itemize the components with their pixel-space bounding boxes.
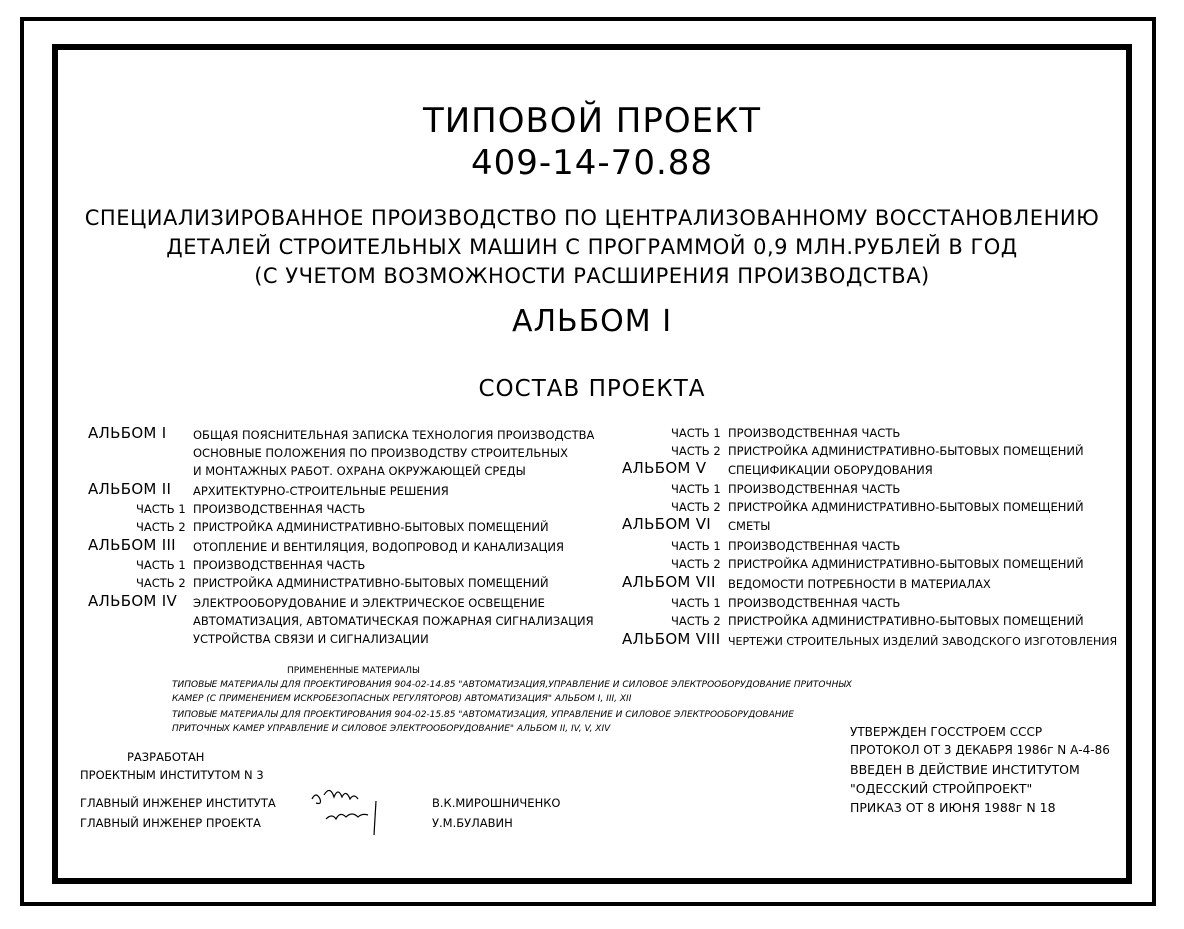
album-2-part-2-label: ЧАСТЬ 2	[136, 520, 186, 534]
right-part-1: ПРОИЗВОДСТВЕННАЯ ЧАСТЬ	[728, 426, 901, 440]
chief-engineer-institute-role: ГЛАВНЫЙ ИНЖЕНЕР ИНСТИТУТА	[80, 796, 276, 810]
album-3-part-2: ПРИСТРОЙКА АДМИНИСТРАТИВНО-БЫТОВЫХ ПОМЕЩЕНИЙ	[193, 576, 549, 590]
album-6-label: АЛЬБОМ VI	[622, 515, 712, 533]
album-8-line-1: ЧЕРТЕЖИ СТРОИТЕЛЬНЫХ ИЗДЕЛИЙ ЗАВОДСКОГО ИЗГОТОВЛЕНИЯ	[728, 635, 1118, 648]
description-line-3: (С УЧЕТОМ ВОЗМОЖНОСТИ РАСШИРЕНИЯ ПРОИЗВОДСТВА)	[254, 264, 930, 288]
materials-line-3: ТИПОВЫЕ МАТЕРИАЛЫ ДЛЯ ПРОЕКТИРОВАНИЯ 904-02-15.85 "АВТОМАТИЗАЦИЯ, УПРАВЛЕНИЕ И СИЛОВОЕ ЭЛЕКТРООБОРУДОВАНИЕ	[172, 710, 794, 720]
composition-heading: СОСТАВ ПРОЕКТА	[478, 376, 706, 402]
album-4-line-2: АВТОМАТИЗАЦИЯ, АВТОМАТИЧЕСКАЯ ПОЖАРНАЯ СИГНАЛИЗАЦИЯ	[193, 614, 594, 628]
album-title: АЛЬБОМ I	[511, 304, 673, 339]
right-part-2-label: ЧАСТЬ 2	[671, 444, 721, 458]
chief-engineer-project-role: ГЛАВНЫЙ ИНЖЕНЕР ПРОЕКТА	[80, 816, 261, 830]
album-3-line-1: ОТОПЛЕНИЕ И ВЕНТИЛЯЦИЯ, ВОДОПРОВОД И КАНАЛИЗАЦИЯ	[193, 540, 565, 554]
album-2-label: АЛЬБОМ II	[88, 480, 172, 498]
approval-line-3: ВВЕДЕН В ДЕЙСТВИЕ ИНСТИТУТОМ	[850, 762, 1080, 777]
album-5-part-2: ПРИСТРОЙКА АДМИНИСТРАТИВНО-БЫТОВЫХ ПОМЕЩЕНИЙ	[728, 500, 1084, 514]
album-6-part-2: ПРИСТРОЙКА АДМИНИСТРАТИВНО-БЫТОВЫХ ПОМЕЩЕНИЙ	[728, 557, 1084, 571]
album-4-line-3: УСТРОЙСТВА СВЯЗИ И СИГНАЛИЗАЦИИ	[193, 632, 429, 646]
description-line-1: СПЕЦИАЛИЗИРОВАННОЕ ПРОИЗВОДСТВО ПО ЦЕНТРАЛИЗОВАННОМУ ВОССТАНОВЛЕНИЮ	[84, 206, 1100, 230]
album-7-line-1: ВЕДОМОСТИ ПОТРЕБНОСТИ В МАТЕРИАЛАХ	[728, 577, 991, 591]
album-2-part-1: ПРОИЗВОДСТВЕННАЯ ЧАСТЬ	[193, 502, 366, 516]
developer-institute: ПРОЕКТНЫМ ИНСТИТУТОМ N 3	[80, 768, 264, 782]
album-7-part-1-label: ЧАСТЬ 1	[671, 596, 721, 610]
album-1-label: АЛЬБОМ I	[88, 424, 167, 442]
materials-line-4: ПРИТОЧНЫХ КАМЕР УПРАВЛЕНИЕ И СИЛОВОЕ ЭЛЕКТРООБОРУДОВАНИЕ" АЛЬБОМ II, IV, V, XIV	[172, 724, 611, 734]
album-7-part-1: ПРОИЗВОДСТВЕННАЯ ЧАСТЬ	[728, 596, 901, 610]
album-2-part-2: ПРИСТРОЙКА АДМИНИСТРАТИВНО-БЫТОВЫХ ПОМЕЩЕНИЙ	[193, 520, 549, 534]
album-6-part-2-label: ЧАСТЬ 2	[671, 557, 721, 571]
right-part-1-label: ЧАСТЬ 1	[671, 426, 721, 440]
chief-engineer-project-name: У.М.БУЛАВИН	[432, 816, 513, 830]
album-1-line-1: ОБЩАЯ ПОЯСНИТЕЛЬНАЯ ЗАПИСКА ТЕХНОЛОГИЯ ПРОИЗВОДСТВА	[193, 428, 595, 442]
album-3-label: АЛЬБОМ III	[88, 536, 176, 554]
project-number: 409-14-70.88	[470, 143, 714, 183]
album-7-part-2-label: ЧАСТЬ 2	[671, 614, 721, 628]
album-8-label: АЛЬБОМ VIII	[622, 630, 721, 648]
approval-line-5: ПРИКАЗ ОТ 8 ИЮНЯ 1988г N 18	[850, 800, 1056, 815]
album-1-line-3: И МОНТАЖНЫХ РАБОТ. ОХРАНА ОКРУЖАЮЩЕЙ СРЕДЫ	[193, 464, 526, 478]
album-4-line-1: ЭЛЕКТРООБОРУДОВАНИЕ И ЭЛЕКТРИЧЕСКОЕ ОСВЕЩЕНИЕ	[193, 596, 545, 610]
chief-engineer-institute-name: В.К.МИРОШНИЧЕНКО	[432, 796, 561, 810]
developed-label: РАЗРАБОТАН	[127, 750, 205, 764]
album-6-line-1: СМЕТЫ	[728, 519, 771, 533]
album-7-part-2: ПРИСТРОЙКА АДМИНИСТРАТИВНО-БЫТОВЫХ ПОМЕЩЕНИЙ	[728, 614, 1084, 628]
album-1-line-2: ОСНОВНЫЕ ПОЛОЖЕНИЯ ПО ПРОИЗВОДСТВУ СТРОИТЕЛЬНЫХ	[193, 446, 568, 460]
description-line-2: ДЕТАЛЕЙ СТРОИТЕЛЬНЫХ МАШИН С ПРОГРАММОЙ 0,9 МЛН.РУБЛЕЙ В ГОД	[166, 235, 1018, 259]
right-part-2: ПРИСТРОЙКА АДМИНИСТРАТИВНО-БЫТОВЫХ ПОМЕЩЕНИЙ	[728, 444, 1084, 458]
materials-heading: ПРИМЕНЕННЫЕ МАТЕРИАЛЫ	[287, 666, 420, 676]
approval-line-1: УТВЕРЖДЕН ГОССТРОЕМ СССР	[850, 725, 1043, 739]
approval-line-2: ПРОТОКОЛ ОТ 3 ДЕКАБРЯ 1986г N А-4-86	[850, 743, 1110, 757]
album-5-part-2-label: ЧАСТЬ 2	[671, 500, 721, 514]
album-2-line-1: АРХИТЕКТУРНО-СТРОИТЕЛЬНЫЕ РЕШЕНИЯ	[193, 484, 449, 498]
album-7-label: АЛЬБОМ VII	[622, 573, 716, 591]
album-5-line-1: СПЕЦИФИКАЦИИ ОБОРУДОВАНИЯ	[728, 463, 933, 477]
album-3-part-1: ПРОИЗВОДСТВЕННАЯ ЧАСТЬ	[193, 558, 366, 572]
album-3-part-2-label: ЧАСТЬ 2	[136, 576, 186, 590]
album-4-label: АЛЬБОМ IV	[88, 592, 178, 610]
materials-line-2: КАМЕР (С ПРИМЕНЕНИЕМ ИСКРОБЕЗОПАСНЫХ РЕГУЛЯТОРОВ) АВТОМАТИЗАЦИЯ" АЛЬБОМ I, III, XII	[172, 694, 632, 704]
project-title: ТИПОВОЙ ПРОЕКТ	[422, 101, 762, 141]
album-2-part-1-label: ЧАСТЬ 1	[136, 502, 186, 516]
album-6-part-1-label: ЧАСТЬ 1	[671, 539, 721, 553]
album-5-label: АЛЬБОМ V	[622, 459, 707, 477]
approval-line-4: "ОДЕССКИЙ СТРОЙПРОЕКТ"	[850, 781, 1033, 796]
album-5-part-1-label: ЧАСТЬ 1	[671, 482, 721, 496]
album-3-part-1-label: ЧАСТЬ 1	[136, 558, 186, 572]
handwritten-signatures	[310, 785, 390, 837]
album-6-part-1: ПРОИЗВОДСТВЕННАЯ ЧАСТЬ	[728, 539, 901, 553]
materials-line-1: ТИПОВЫЕ МАТЕРИАЛЫ ДЛЯ ПРОЕКТИРОВАНИЯ 904-02-14.85 "АВТОМАТИЗАЦИЯ,УПРАВЛЕНИЕ И СИЛОВОЕ ЭЛЕКТРООБОРУДОВАНИЕ ПРИТОЧНЫХ	[172, 680, 852, 690]
album-5-part-1: ПРОИЗВОДСТВЕННАЯ ЧАСТЬ	[728, 482, 901, 496]
